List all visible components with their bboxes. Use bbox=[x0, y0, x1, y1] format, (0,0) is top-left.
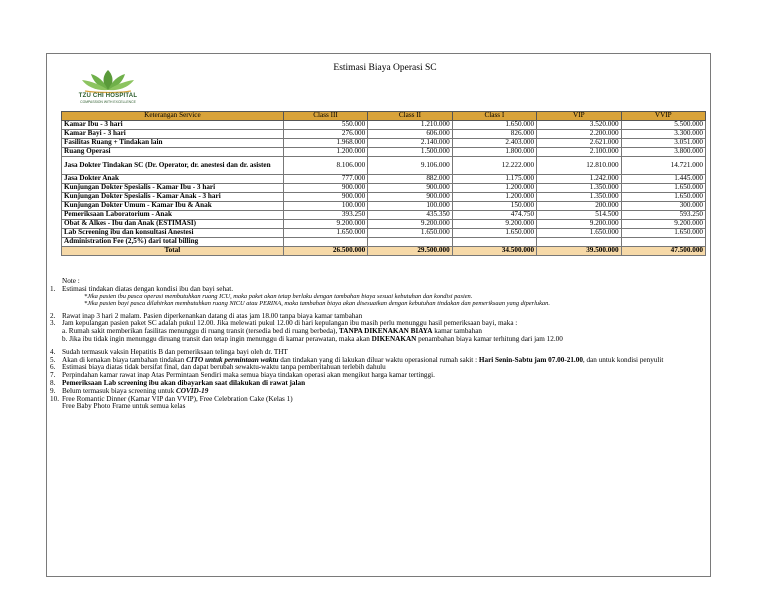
table-row bbox=[62, 121, 706, 130]
table-row bbox=[62, 130, 706, 139]
table-row bbox=[62, 229, 706, 238]
price-cell: 1.650.000 bbox=[368, 229, 452, 238]
price-cell: 9.200.000 bbox=[368, 220, 452, 229]
price-cell: 1.500.000 bbox=[368, 148, 452, 157]
price-cell: 9.200.000 bbox=[452, 220, 536, 229]
price-cell: 9.200.000 bbox=[283, 220, 367, 229]
price-cell: 593.250 bbox=[621, 211, 705, 220]
price-cell: 900.000 bbox=[368, 193, 452, 202]
service-label: Obat & Alkes - Ibu dan Anak (ESTIMASI) bbox=[62, 220, 284, 229]
price-cell: 5.500.000 bbox=[621, 121, 705, 130]
price-cell bbox=[621, 238, 705, 247]
table-row bbox=[62, 238, 706, 247]
price-cell: 3.300.000 bbox=[621, 130, 705, 139]
price-cell: 9.200.000 bbox=[537, 220, 621, 229]
price-cell: 12.222.000 bbox=[452, 157, 536, 175]
price-cell bbox=[368, 238, 452, 247]
price-cell: 100.000 bbox=[368, 202, 452, 211]
price-cell: 826.000 bbox=[452, 130, 536, 139]
price-cell: 1.968.000 bbox=[283, 139, 367, 148]
price-cell: 1.650.000 bbox=[452, 229, 536, 238]
note-3-a: a. Rumah sakit memberikan fasilitas menunggu di ruang transit (tersedia bed di ruang berbeda), TANPA DIKENAKAN BIAYA kamar tambahan bbox=[62, 327, 482, 336]
price-cell: 514.500 bbox=[537, 211, 621, 220]
service-label: Pemeriksaan Laboratorium - Anak bbox=[62, 211, 284, 220]
price-cell bbox=[452, 238, 536, 247]
total-label: Total bbox=[62, 247, 284, 256]
service-label: Kunjungan Dokter Spesialis - Kamar Anak - 3 hari bbox=[62, 193, 284, 202]
table-row bbox=[62, 193, 706, 202]
price-cell: 900.000 bbox=[283, 184, 367, 193]
total-row bbox=[62, 247, 706, 256]
price-cell: 12.810.000 bbox=[537, 157, 621, 175]
table-row bbox=[62, 184, 706, 193]
price-cell: 9.106.000 bbox=[368, 157, 452, 175]
hospital-tagline: COMPASSION WITH EXCELLENCE bbox=[80, 100, 136, 104]
service-label: Jasa Dokter Tindakan SC (Dr. Operator, dr. anestesi dan dr. asisten bbox=[62, 157, 284, 175]
service-label: Fasilitas Ruang + Tindakan lain bbox=[62, 139, 284, 148]
price-cell: 150.000 bbox=[452, 202, 536, 211]
service-label: Lab Screening ibu dan konsultasi Anestesi bbox=[62, 229, 284, 238]
note-7: 7. Perpindahan kamar rawat inap Atas Permintaan Sendiri maka semua biaya tindakan operasi akan mengikut harga kamar tertinggi. bbox=[50, 371, 435, 380]
table-row bbox=[62, 175, 706, 184]
note-9: 9. Belum termasuk biaya screening untuk COVID-19 bbox=[50, 386, 209, 395]
price-cell: 200.000 bbox=[537, 202, 621, 211]
price-cell: 3.051.000 bbox=[621, 139, 705, 148]
service-label: Kamar Ibu - 3 hari bbox=[62, 121, 284, 130]
price-cell: 1.800.000 bbox=[452, 148, 536, 157]
table-row bbox=[62, 157, 706, 175]
note-1-sub-nicu: *Jika pasien bayi pasca dilahirkan membutuhkan ruang NICU atau PERINA, maka tambahan biaya akan disesuaikan dengan kebutuhan tindakan dan pemeriksaan yang diperlukan. bbox=[84, 299, 550, 307]
service-label: Jasa Dokter Anak bbox=[62, 175, 284, 184]
note-3: 3. Jam kepulangan pasien paket SC adalah pukul 12.00. Jika melewati pukul 12.00 di hari kepulangan ibu masih perlu menunggu hasil pemeriksaan bayi, maka : bbox=[50, 319, 518, 328]
price-cell: 1.650.000 bbox=[621, 193, 705, 202]
total-cell: 39.500.000 bbox=[537, 247, 621, 256]
price-cell bbox=[283, 238, 367, 247]
price-cell: 14.721.000 bbox=[621, 157, 705, 175]
total-cell: 34.500.000 bbox=[452, 247, 536, 256]
note-6: 6. Estimasi biaya diatas tidak bersifat final, dan dapat berubah sewaktu-waktu tanpa pemberitahuan terlebih dahulu bbox=[50, 363, 386, 372]
service-label: Administration Fee (2,5%) dari total billing bbox=[62, 238, 284, 247]
header-class-iii: Class III bbox=[283, 112, 367, 121]
price-cell: 1.210.000 bbox=[368, 121, 452, 130]
note-1-sub-icu: *Jika pasien ibu pasca operasi membutuhkan ruang ICU, maka paket akan tetap berlaku dengan tambahan biaya sesuai kebutuhan dan kondisi pasien. bbox=[84, 292, 473, 300]
note-3-b: b. Jika ibu tidak ingin menunggu diruang transit dan tetap ingin menunggu di kamar perawatan, maka akan DIKENAKAN penambahan biaya kamar terhitung dari jam 12.00 bbox=[62, 334, 563, 343]
lotus-icon bbox=[71, 66, 145, 94]
price-cell: 1.650.000 bbox=[621, 184, 705, 193]
service-label: Kamar Bayi - 3 hari bbox=[62, 130, 284, 139]
price-cell: 882.000 bbox=[368, 175, 452, 184]
note-5: 5. Akan di kenakan biaya tambahan tindakan CITO untuk permintaan waktu dan tindakan yang di lakukan diluar waktu operasional rumah sakit : Hari Senin-Sabtu jam 07.00-21.00, dan untuk kondisi penyulit bbox=[50, 355, 664, 364]
price-cell: 900.000 bbox=[368, 184, 452, 193]
price-cell: 100.000 bbox=[283, 202, 367, 211]
hospital-name: TZU CHI HOSPITAL bbox=[78, 93, 138, 99]
price-cell: 1.175.000 bbox=[452, 175, 536, 184]
notes-heading: Note : bbox=[62, 277, 80, 285]
price-cell: 1.350.000 bbox=[537, 184, 621, 193]
notes-section bbox=[50, 278, 710, 411]
price-cell: 777.000 bbox=[283, 175, 367, 184]
service-label: Ruang Operasi bbox=[62, 148, 284, 157]
service-label: Kunjungan Dokter Spesialis - Kamar Ibu - 3 hari bbox=[62, 184, 284, 193]
total-cell: 26.500.000 bbox=[283, 247, 367, 256]
table-header-row bbox=[62, 112, 706, 121]
price-cell: 900.000 bbox=[283, 193, 367, 202]
note-10: 10. Free Romantic Dinner (Kamar VIP dan VVIP), Free Celebration Cake (Kelas 1) bbox=[50, 394, 293, 403]
cost-table bbox=[61, 111, 706, 256]
price-cell: 2.140.000 bbox=[368, 139, 452, 148]
price-cell: 606.000 bbox=[368, 130, 452, 139]
header-vvip: VVIP bbox=[621, 112, 705, 121]
note-4: 4. Sudah termasuk vaksin Hepatitis B dan pemeriksaan telinga bayi oleh dr. THT bbox=[50, 347, 288, 356]
price-cell: 1.200.000 bbox=[452, 184, 536, 193]
header-vip: VIP bbox=[537, 112, 621, 121]
price-cell: 1.650.000 bbox=[283, 229, 367, 238]
price-cell: 2.621.000 bbox=[537, 139, 621, 148]
header-class-i: Class I bbox=[452, 112, 536, 121]
price-cell: 276.000 bbox=[283, 130, 367, 139]
price-cell: 393.250 bbox=[283, 211, 367, 220]
header-service: Keterangan Service bbox=[62, 112, 284, 121]
price-cell: 1.650.000 bbox=[452, 121, 536, 130]
table-row bbox=[62, 211, 706, 220]
hospital-logo bbox=[71, 66, 145, 106]
page-title: Estimasi Biaya Operasi SC bbox=[333, 63, 437, 73]
total-cell: 47.500.000 bbox=[621, 247, 705, 256]
note-1: 1. Estimasi tindakan diatas dengan kondisi ibu dan bayi sehat. bbox=[50, 284, 234, 293]
table-row bbox=[62, 220, 706, 229]
price-cell: 474.750 bbox=[452, 211, 536, 220]
price-cell: 2.100.000 bbox=[537, 148, 621, 157]
header-class-ii: Class II bbox=[368, 112, 452, 121]
table-row bbox=[62, 139, 706, 148]
price-cell: 9.200.000 bbox=[621, 220, 705, 229]
price-cell: 1.650.000 bbox=[537, 229, 621, 238]
price-cell: 1.200.000 bbox=[283, 148, 367, 157]
price-cell: 1.445.000 bbox=[621, 175, 705, 184]
table-row bbox=[62, 202, 706, 211]
service-label: Kunjungan Dokter Umum - Kamar Ibu & Anak bbox=[62, 202, 284, 211]
price-cell: 300.000 bbox=[621, 202, 705, 211]
price-cell: 435.350 bbox=[368, 211, 452, 220]
price-cell: 550.000 bbox=[283, 121, 367, 130]
table-row bbox=[62, 148, 706, 157]
price-cell: 8.106.000 bbox=[283, 157, 367, 175]
price-cell: 1.350.000 bbox=[537, 193, 621, 202]
price-cell: 3.800.000 bbox=[621, 148, 705, 157]
note-8: 8. Pemeriksaan Lab screening ibu akan dibayarkan saat dilakukan di rawat jalan bbox=[50, 378, 306, 387]
price-cell: 2.403.000 bbox=[452, 139, 536, 148]
price-cell: 1.200.000 bbox=[452, 193, 536, 202]
price-cell: 1.650.000 bbox=[621, 229, 705, 238]
note-10-sub: Free Baby Photo Frame untuk semua kelas bbox=[62, 402, 186, 411]
total-cell: 29.500.000 bbox=[368, 247, 452, 256]
note-2: 2. Rawat inap 3 hari 2 malam. Pasien diperkenankan datang di atas jam 18.00 tanpa biaya kamar tambahan bbox=[50, 311, 363, 320]
price-cell: 2.200.000 bbox=[537, 130, 621, 139]
price-cell bbox=[537, 238, 621, 247]
price-cell: 1.242.000 bbox=[537, 175, 621, 184]
price-cell: 3.520.000 bbox=[537, 121, 621, 130]
